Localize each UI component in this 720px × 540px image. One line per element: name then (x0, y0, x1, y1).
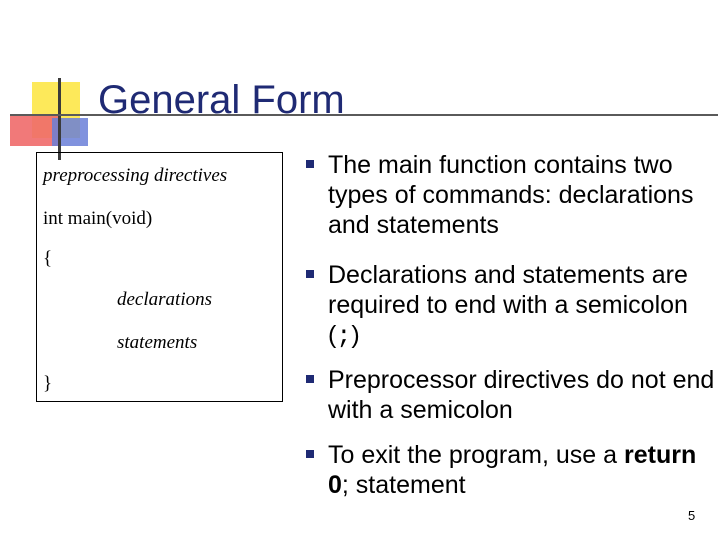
bullet-text-part: Declarations and statements are required to end with a semicolon ( (328, 261, 688, 349)
code-line-main: int main(void) (43, 208, 153, 229)
code-line-close-brace: } (43, 373, 53, 394)
code-line-statements: statements (117, 332, 198, 353)
bullet-text-part: To exit the program, use a (328, 441, 624, 469)
bullet-text (328, 260, 718, 352)
bullet-square-icon (306, 160, 314, 168)
bullet-square-icon (306, 375, 314, 383)
bullet-text: Preprocessor directives do not end with a semicolon (328, 366, 715, 424)
slide-title: General Form (98, 78, 345, 122)
code-line-open-brace: { (43, 248, 53, 269)
bullet-text (328, 440, 718, 500)
title-vertical-rule (58, 78, 61, 160)
code-line-declarations: declarations (117, 289, 212, 310)
code-line-preprocessing: preprocessing directives (43, 165, 228, 186)
logo-square-red (10, 116, 58, 146)
bullet-text-part: ) (351, 321, 360, 349)
bullet-square-icon (306, 450, 314, 458)
return-zero-code: return 0 (328, 441, 697, 499)
bullet-text: The main function contains two types of commands: declarations and statements (328, 151, 694, 239)
semicolon-code: ; (336, 322, 352, 351)
page-number: 5 (688, 508, 696, 523)
bullet-square-icon (306, 270, 314, 278)
bullet-text-part: ; statement (341, 471, 466, 499)
code-box (36, 152, 283, 402)
